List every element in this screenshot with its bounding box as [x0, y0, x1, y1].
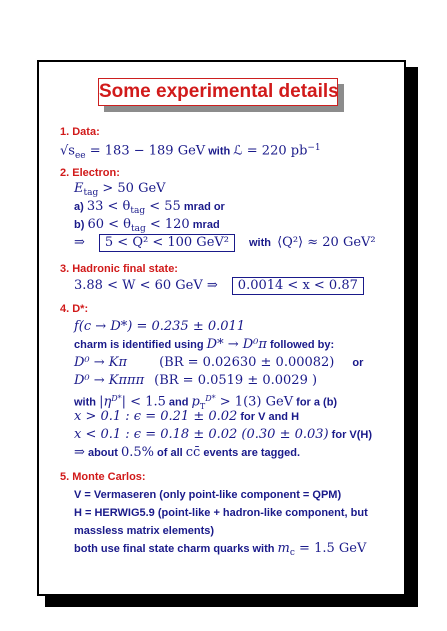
- charm-mass-line: both use final state charm quarks with $m_c = 1.5$ GeV: [74, 541, 367, 559]
- decay-kpi: D⁰ → Kπ (BR = 0.02630 ± 0.00082) or: [74, 355, 364, 370]
- etag-cut: $E_{tag} > 50$ GeV: [74, 181, 166, 199]
- efficiency-low-x: x < 0.1 : ϵ = 0.18 ± 0.02 (0.30 ± 0.03) for V(H): [74, 427, 373, 442]
- w-range-line: [74, 277, 364, 295]
- section-hadronic-heading: 3. Hadronic final state:: [60, 263, 178, 275]
- section-data-heading: 1. Data:: [60, 126, 100, 138]
- x-range-box: 0.0014 < x < 0.87: [232, 277, 364, 295]
- angle-cut-a: a) $33 < \theta_{tag} < 55$ mrad or: [74, 199, 225, 217]
- kinematic-cuts: with $|\eta^{D*}| < 1.5$ and $p_T^{D*} > 1(3)$ GeV for a (b): [74, 394, 338, 411]
- herwig-line-2: massless matrix elements): [74, 525, 215, 537]
- section-electron-heading: 2. Electron:: [60, 167, 120, 179]
- section-dstar-heading: 4. D*:: [60, 303, 89, 315]
- angle-cut-b: b) $60 < \theta_{tag} < 120$ mrad: [74, 217, 220, 235]
- herwig-line-1: H = HERWIG5.9 (point-like + hadron-like component, but: [74, 507, 368, 519]
- luminosity: ℒ = 220 pb: [233, 143, 308, 159]
- fragmentation-fraction: f(c → D*) = 0.235 ± 0.011: [74, 319, 246, 334]
- q2-range-line: ⇒ 5 < Q² < 100 GeV² with ⟨Q²⟩ ≈ 20 GeV²: [74, 235, 376, 250]
- implies-arrow: ⇒: [74, 235, 85, 250]
- tagged-fraction: ⇒ about 0.5% of all cc̄ events are tagged.: [74, 445, 300, 460]
- decay-kpipipi: D⁰ → Kπππ (BR = 0.0519 ± 0.0029 ): [74, 373, 318, 388]
- energy-range: = 183 − 189 GeV: [85, 143, 206, 159]
- slide-title: Some experimental details: [98, 78, 338, 106]
- efficiency-high-x: x > 0.1 : ϵ = 0.21 ± 0.02 for V and H: [74, 409, 300, 424]
- sqrt-s: √s: [60, 143, 75, 159]
- charm-identification: charm is identified using D* → D⁰π followed by:: [74, 337, 335, 352]
- vermaseren-line: V = Vermaseren (only point-like component = QPM): [74, 489, 342, 501]
- q2-mean: ⟨Q²⟩ ≈ 20 GeV²: [277, 235, 376, 250]
- data-energy-line: $√s_{ee} = 183 - 189$ GeV with ℒ = 220 $pb^{-1}$: [60, 143, 321, 161]
- q2-range-box: 5 < Q² < 100 GeV²: [99, 234, 235, 252]
- w-range: 3.88 < W < 60 GeV ⇒: [74, 278, 218, 293]
- section-montecarlo-heading: 5. Monte Carlos:: [60, 471, 146, 483]
